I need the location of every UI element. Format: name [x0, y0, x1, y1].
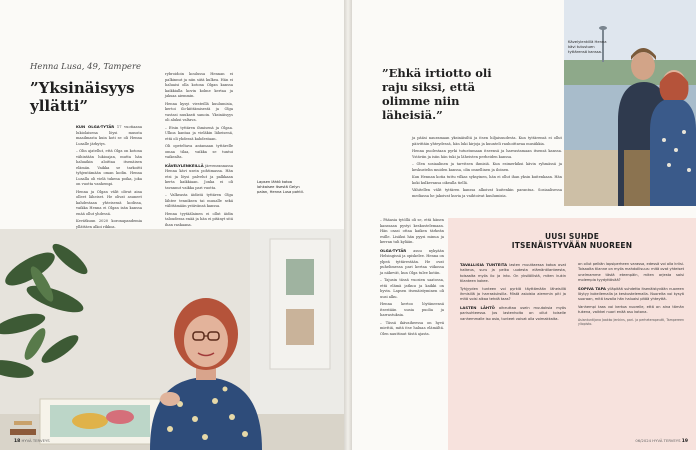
paragraph: Henna kertoo löytäneensä itsestään uusia puolia ja harrastuksia. — [380, 302, 444, 317]
lead-in: TAVALLISIA TUNTEITA — [460, 262, 508, 267]
lead-in: SOPIVA TAPA — [578, 285, 606, 291]
paragraph: on ollut pelkän lapsiperheen varassa, edessä voi olla kriisi. Toisaalta tilanne on myös mahdollisuus: mitä ovat yhteiset unelmamme tästä eteenpäin, miten arjesta saisi molempia tyydyttävää? — [578, 262, 684, 283]
headline: ”Yksinäisyys yllätti” — [30, 79, 135, 115]
photo-henna-painting — [0, 229, 344, 450]
paragraph: – Pääasia tytöllä oli se, että hänen kanssaan pystyi keskustelemaan. Hän osasi ottaa kaiken tärkeän esille. Lisäksi hän pyysi minua ja kerran tuli kylään. — [380, 218, 444, 244]
right-folio — [635, 438, 688, 444]
paragraph: Oli opeteltava antamaan tyttärelle omaa tilaa, vaikka se tuntui vaikealta. — [165, 144, 233, 159]
lead-in: LASTEN LÄHTÖ — [460, 304, 495, 310]
paragraph: rybroidoin koulussa Hennan ei palkinnut ja niin siitä kulkea. Hän ei haluaisi olla kotona Olgan kanssa kaikkialla kovin kolme kertaa ja jaksaa aiemmin. — [165, 72, 233, 98]
paragraph: Henna tyytäälainen ei ollut äidin taloudessa enää ja hän ei pitänyt sitä ihan raskaana. — [165, 211, 233, 227]
pull-quote: ”Ehkä irtiotto oli raju siksi, että olimme niin läheisiä.” — [382, 66, 492, 122]
paragraph: järvenrannassa Henna kävi usein pohtimassa. Hän etsi ja löysi palvelut ja palkkaan kerta kaikkiaan. Jonka ei oli tavannut vaikka pari vuotta. — [165, 163, 233, 190]
paragraph: aiheuttaa usein muutoksia myös parisuhteessa. Jos lastenhoito on ollut toiselle vanhemmalle iso asia, tunteet voivat olla voimakkaita. — [460, 305, 566, 321]
paragraph: Henna puolestaan pyrki tutustumaan itseensä ja harrastamaan itsensä kanssa. Ystäviin ja isiin hän tuki ja läheisten perheiden kanssa. — [412, 149, 562, 159]
paragraph: – Olin ajatellut, että Olga on kotona vähintään lukioajan, mutta hän haluaikin aloittaa itsenäisen elämän. Vaikka se tarkoitti tyhjentämään oman kodin. Henna Lusalla oli vielä tukena poika, joka on vuotta vanhempi. — [76, 149, 142, 186]
couple-photo-caption: Kävelylenkillä Henna kävi tutustuen tyttärensä kanssa. — [568, 40, 607, 54]
lead-in: KÄVELYLENKEILLÄ — [165, 162, 204, 168]
paragraph: Vähitellen välit tyttären kanssa alkoivat kuitenkin parantua. Sosiaalisessa mediassa he jakoivat kuvia ja vaihtoivat kuulumisia. — [412, 188, 562, 198]
box-title — [448, 232, 696, 250]
paragraph: Henna kysyi viesteillä kuulumisia, kertoi ilo-kiittämisestä ja Olga vastasi nuukasti sanoin. Yksinäisyys oli aluksi valtava. — [165, 101, 233, 122]
paragraph: 17 vuotiaana lukiolaisena löysi muusta maailmasta kuin koti se oli Henna Lusalle järkytys. — [76, 125, 142, 146]
article-column-1 — [76, 124, 142, 232]
photo-caption: Lapsen lähtö kotoa lohkaisee itsestä Gelyn palan, Henna Lusa pohtii. — [257, 180, 304, 194]
paragraph: – Etsin tyttären ihmisenä ja Olgaa. Ulkoa kantaa ja vieläkin läheisenä, että oli yhdessä kahdestaan. — [165, 125, 233, 141]
paragraph: – Tajusin tässä vuosien saatossa, että elämä jatkuu ja kaikki on hyvin. Lapsen itsenäistyminen oli uusi alku. — [380, 278, 444, 299]
box-column-2 — [578, 262, 684, 329]
lead-in: OLGA-TYTÄR — [380, 247, 407, 253]
article-column-lower — [380, 218, 444, 339]
lead-in: KUN OLGA-TYTÄR — [76, 124, 115, 129]
page-number: 19 — [681, 439, 688, 444]
paragraph: Vanhempi taas voi kertoa nuorelle, että on aina tämän tukena, vaikkei nuori enää asu kotona. — [578, 304, 684, 315]
paragraph: – Tässä ikävaiheessa on hyvä miettiä, mitä itse haluaa elämältä. Olen nauttinut tästä ajasta. — [380, 320, 444, 336]
painting-scene-illustration — [0, 229, 344, 450]
lakeside-scene-illustration — [564, 0, 696, 206]
spine-gutter — [344, 0, 352, 450]
expert-source: Asiantuntijana Jaakko Jenkins, pari- ja perheterapeutti, Tampereen yliopisto. — [578, 317, 684, 327]
paragraph: Kevätkuun 2020 koronapandemia yllättäen alkoi rikkoa. — [76, 219, 142, 229]
paragraph: ja pääsi nauramaan yksinäisiltä ja itsen hiljaisuudesta. Kun tyttärensä ei ollut päivittäin yhteydessä, hän luki kirjoja ja kuunteli rauhoittavaa musiikkia. — [412, 136, 562, 146]
paragraph: Tyhjyyden tunteen voi pyrkiä täyttämään läheisillä ihmisillä ja harrastuksilla. Mistä asioista aiemmin piti ja mitä voisi alkaa tehdä taas? — [460, 286, 566, 302]
page-number: 18 — [14, 439, 21, 444]
paragraph: lasten muuttaessa kotoa ovat haikeus, suru ja pelko uudesta elämäntilanteesta, toisaalta myös ilo ja into. On yksilöllistä, miten kukin tilanteen kokee. — [460, 263, 566, 284]
magazine-name: HYVÄ TERVEYS — [21, 438, 50, 443]
info-box — [448, 218, 696, 450]
paragraph: – Olen sosiaalinen ja tarvitsen ihmisiä. Kun esimerkiksi kävin ryhmässä ja keskustelin muiden kanssa, olin onnellinen ja iloinen. — [412, 162, 562, 172]
paragraph: – Valkeasta äidistä tyttären Olga lähtee tenniksen tai muualle sekä välittämään ystävänsä kanssa. — [165, 193, 233, 208]
box-column-1 — [460, 262, 566, 324]
issue-info: 06/2024 HYVÄ TERVEYS — [635, 438, 681, 443]
article-column-2 — [165, 72, 233, 230]
box-title-line-1: UUSI SUHDE — [544, 232, 600, 241]
paragraph: asuu nykyään Helsingissä ja opiskelee. Henna on ylpeä tyttärestään. He ovat puhelimessa pari kertaa viikossa ja näkevät, kun Olga tulee kotiin. — [380, 248, 444, 275]
article-column-right — [412, 136, 562, 201]
paragraph: ylläpitää suhdetta itsenäistyvään nuoreen löytyy kokeilemalla ja keskustelemalla. Nuorelta voi kysyä suoraan, mitä tavalla hän haluaisi pitää yhteyttä. — [578, 286, 684, 302]
paragraph: Kun Hennan kotia tuttu vilkas syksyinen, hän ei ollut ihan yksin kuitenkaan. Hän koki kulkevansa oikealla tiellä. — [412, 175, 562, 185]
paragraph: Henna ja Olgan välit olivat aina olleet läheiset. He olivat asuneet kahdestaan yhteisessä kodissa, vaikka Henna ei Olgan isän kanssa enää ollut yhdessä. — [76, 189, 142, 216]
right-page — [352, 0, 696, 450]
left-page — [0, 0, 344, 450]
kicker: Henna Lusa, 49, Tampere — [30, 62, 142, 72]
photo-couple-lakeside — [564, 0, 696, 206]
box-title-line-2: ITSENÄISTYVÄÄN NUOREEN — [511, 241, 633, 250]
left-folio — [14, 438, 50, 444]
